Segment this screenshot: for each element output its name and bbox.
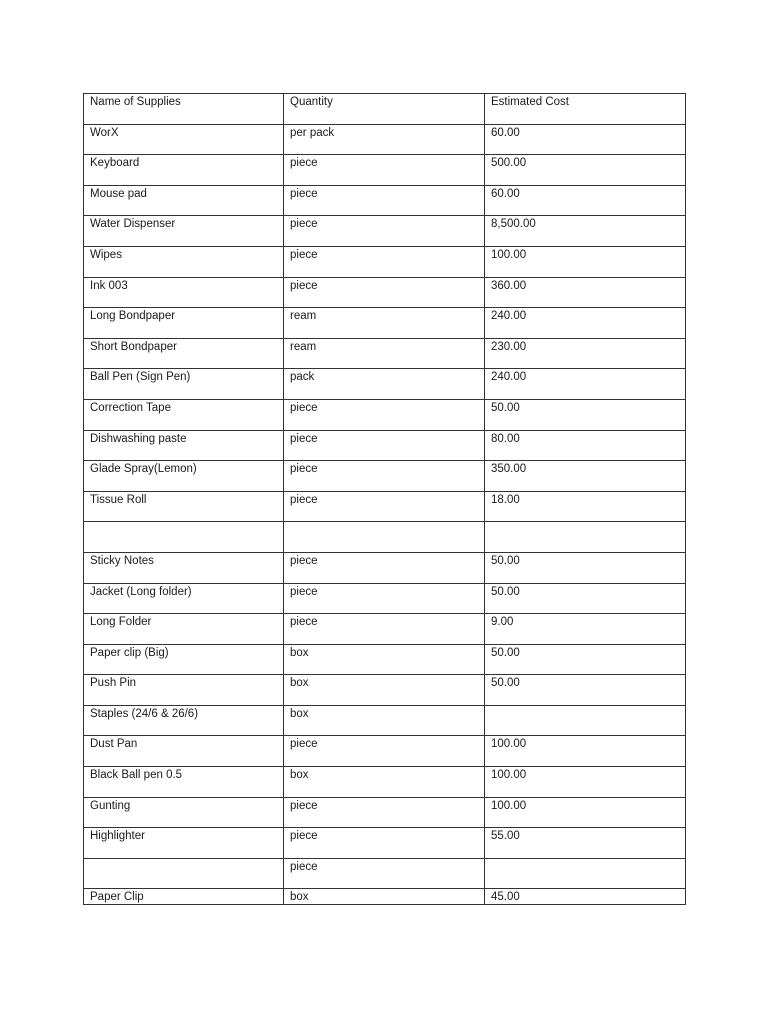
table-row xyxy=(84,614,686,645)
cell-supply-name: Paper Clip xyxy=(84,889,284,905)
cell-supply-name: Tissue Roll xyxy=(84,491,284,522)
cell-estimated-cost xyxy=(485,858,686,889)
table-row xyxy=(84,797,686,828)
cell-quantity: box xyxy=(284,889,485,905)
table-row xyxy=(84,277,686,308)
table-row xyxy=(84,889,686,905)
cell-estimated-cost: 18.00 xyxy=(485,491,686,522)
table-row xyxy=(84,858,686,889)
cell-supply-name xyxy=(84,858,284,889)
cell-supply-name: Dust Pan xyxy=(84,736,284,767)
cell-supply-name xyxy=(84,522,284,553)
cell-estimated-cost: 100.00 xyxy=(485,736,686,767)
table-row xyxy=(84,644,686,675)
cell-estimated-cost: 240.00 xyxy=(485,308,686,339)
cell-estimated-cost: 50.00 xyxy=(485,675,686,706)
cell-quantity: ream xyxy=(284,338,485,369)
cell-estimated-cost: 360.00 xyxy=(485,277,686,308)
cell-supply-name: Paper clip (Big) xyxy=(84,644,284,675)
cell-supply-name: Gunting xyxy=(84,797,284,828)
cell-supply-name: Staples (24/6 & 26/6) xyxy=(84,705,284,736)
table-body xyxy=(84,124,686,905)
cell-supply-name: Dishwashing paste xyxy=(84,430,284,461)
table-row xyxy=(84,491,686,522)
cell-supply-name: Keyboard xyxy=(84,155,284,186)
cell-estimated-cost: 100.00 xyxy=(485,767,686,798)
table-row xyxy=(84,338,686,369)
cell-quantity: piece xyxy=(284,185,485,216)
cell-estimated-cost: 8,500.00 xyxy=(485,216,686,247)
cell-estimated-cost: 50.00 xyxy=(485,552,686,583)
cell-quantity: piece xyxy=(284,155,485,186)
table-row xyxy=(84,767,686,798)
cell-estimated-cost: 350.00 xyxy=(485,461,686,492)
cell-estimated-cost xyxy=(485,522,686,553)
cell-quantity: pack xyxy=(284,369,485,400)
cell-estimated-cost: 50.00 xyxy=(485,399,686,430)
cell-quantity: piece xyxy=(284,216,485,247)
cell-estimated-cost: 80.00 xyxy=(485,430,686,461)
table-row xyxy=(84,246,686,277)
cell-supply-name: Short Bondpaper xyxy=(84,338,284,369)
cell-quantity: piece xyxy=(284,246,485,277)
cell-supply-name: Highlighter xyxy=(84,828,284,859)
cell-supply-name: Ball Pen (Sign Pen) xyxy=(84,369,284,400)
cell-quantity: piece xyxy=(284,583,485,614)
table-header xyxy=(84,94,686,125)
table-row xyxy=(84,124,686,155)
cell-quantity: piece xyxy=(284,736,485,767)
cell-estimated-cost: 100.00 xyxy=(485,246,686,277)
cell-quantity: piece xyxy=(284,797,485,828)
cell-quantity: piece xyxy=(284,491,485,522)
cell-quantity: per pack xyxy=(284,124,485,155)
cell-supply-name: Glade Spray(Lemon) xyxy=(84,461,284,492)
table-header-row xyxy=(84,94,686,125)
cell-supply-name: Correction Tape xyxy=(84,399,284,430)
cell-quantity: piece xyxy=(284,461,485,492)
cell-estimated-cost: 500.00 xyxy=(485,155,686,186)
table-row xyxy=(84,736,686,767)
table-row xyxy=(84,185,686,216)
table-row xyxy=(84,430,686,461)
header-quantity: Quantity xyxy=(284,94,485,125)
cell-supply-name: Wipes xyxy=(84,246,284,277)
cell-estimated-cost: 55.00 xyxy=(485,828,686,859)
cell-quantity: box xyxy=(284,767,485,798)
cell-estimated-cost: 50.00 xyxy=(485,583,686,614)
cell-estimated-cost: 240.00 xyxy=(485,369,686,400)
cell-estimated-cost: 9.00 xyxy=(485,614,686,645)
cell-quantity: piece xyxy=(284,614,485,645)
table-row xyxy=(84,308,686,339)
cell-estimated-cost xyxy=(485,705,686,736)
cell-estimated-cost: 230.00 xyxy=(485,338,686,369)
cell-supply-name: Jacket (Long folder) xyxy=(84,583,284,614)
table-row xyxy=(84,461,686,492)
cell-quantity: box xyxy=(284,644,485,675)
cell-supply-name: Black Ball pen 0.5 xyxy=(84,767,284,798)
cell-estimated-cost: 60.00 xyxy=(485,185,686,216)
cell-supply-name: Long Folder xyxy=(84,614,284,645)
cell-quantity: box xyxy=(284,705,485,736)
table-row xyxy=(84,216,686,247)
cell-quantity: box xyxy=(284,675,485,706)
cell-supply-name: Ink 003 xyxy=(84,277,284,308)
cell-supply-name: Sticky Notes xyxy=(84,552,284,583)
header-name-of-supplies: Name of Supplies xyxy=(84,94,284,125)
table-row xyxy=(84,155,686,186)
cell-quantity: piece xyxy=(284,430,485,461)
table-row xyxy=(84,583,686,614)
cell-quantity: piece xyxy=(284,399,485,430)
table-row xyxy=(84,369,686,400)
table-row xyxy=(84,705,686,736)
table-row xyxy=(84,399,686,430)
supplies-table xyxy=(83,93,686,905)
cell-quantity: piece xyxy=(284,858,485,889)
cell-supply-name: Mouse pad xyxy=(84,185,284,216)
header-estimated-cost: Estimated Cost xyxy=(485,94,686,125)
cell-supply-name: Long Bondpaper xyxy=(84,308,284,339)
cell-estimated-cost: 50.00 xyxy=(485,644,686,675)
cell-quantity: piece xyxy=(284,552,485,583)
table-row-empty xyxy=(84,522,686,553)
table-row xyxy=(84,675,686,706)
cell-estimated-cost: 100.00 xyxy=(485,797,686,828)
cell-quantity: piece xyxy=(284,277,485,308)
cell-supply-name: Water Dispenser xyxy=(84,216,284,247)
cell-quantity xyxy=(284,522,485,553)
cell-quantity: piece xyxy=(284,828,485,859)
cell-estimated-cost: 60.00 xyxy=(485,124,686,155)
table-row xyxy=(84,828,686,859)
cell-estimated-cost: 45.00 xyxy=(485,889,686,905)
table-row xyxy=(84,552,686,583)
cell-supply-name: WorX xyxy=(84,124,284,155)
cell-supply-name: Push Pin xyxy=(84,675,284,706)
cell-quantity: ream xyxy=(284,308,485,339)
